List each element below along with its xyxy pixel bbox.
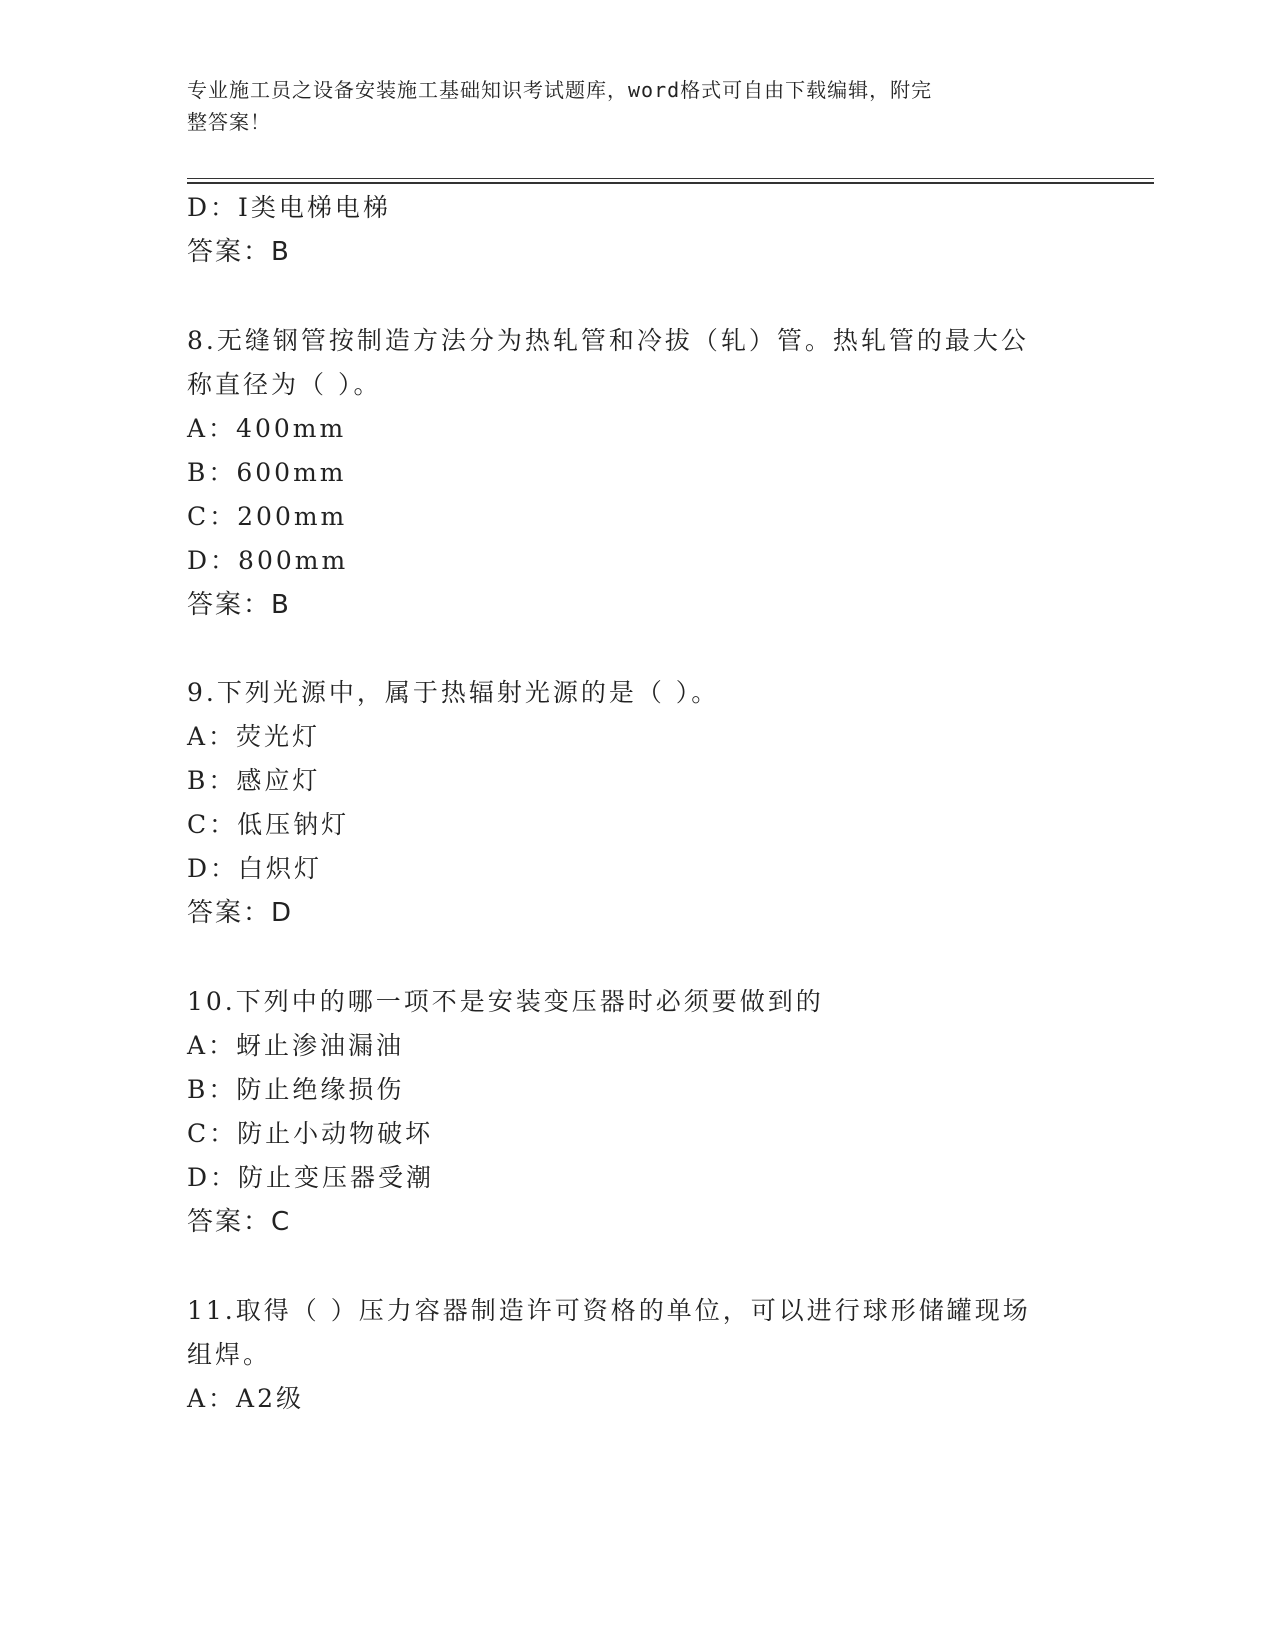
q9-option-d: D：白炽灯 [187, 854, 323, 883]
q10-stem-line-1: 10.下列中的哪一项不是安装变压器时必须要做到的 [187, 987, 824, 1016]
q11-stem-line-1: 11.取得（ ）压力容器制造许可资格的单位，可以进行球形储罐现场 [187, 1296, 1031, 1325]
q10-option-d: D：防止变压器受潮 [187, 1163, 435, 1192]
q8-option-b: B：600mm [187, 458, 347, 487]
q8-option-a: A：400mm [187, 414, 347, 443]
q9-option-b: B：感应灯 [187, 766, 321, 795]
q8-option-c: C：200mm [187, 502, 348, 531]
document-header [187, 74, 1067, 138]
header-divider-thin [187, 178, 1154, 179]
q10-option-b: B：防止绝缘损伤 [187, 1075, 405, 1104]
q10-option-c: C：防止小动物破坏 [187, 1119, 434, 1148]
q11-stem-line-2: 组焊。 [187, 1340, 272, 1369]
q9-option-a: A：荧光灯 [187, 722, 321, 751]
prev-option-d: D：Ⅰ类电梯电梯 [187, 193, 391, 222]
q8-stem-line-2: 称直径为（ ）。 [187, 370, 382, 399]
q8-option-d: D：800mm [187, 546, 349, 575]
q11-option-a: A：A2级 [187, 1384, 305, 1413]
q9-answer: 答案：D [187, 898, 294, 928]
q10-answer: 答案：C [187, 1207, 292, 1237]
header-line-1: 专业施工员之设备安装施工基础知识考试题库，word格式可自由下载编辑，附完 [187, 78, 933, 102]
q8-stem-line-1: 8.无缝钢管按制造方法分为热轧管和冷拔（轧）管。热轧管的最大公 [187, 326, 1029, 355]
header-line-2: 整答案！ [187, 110, 271, 134]
q9-option-c: C：低压钠灯 [187, 810, 350, 839]
header-divider-thick [187, 182, 1154, 184]
q10-option-a: A：蚜止渗油漏油 [187, 1031, 405, 1060]
q8-answer: 答案：B [187, 590, 291, 620]
q9-stem-line-1: 9.下列光源中，属于热辐射光源的是（ ）。 [187, 678, 720, 707]
prev-answer: 答案：B [187, 237, 291, 267]
